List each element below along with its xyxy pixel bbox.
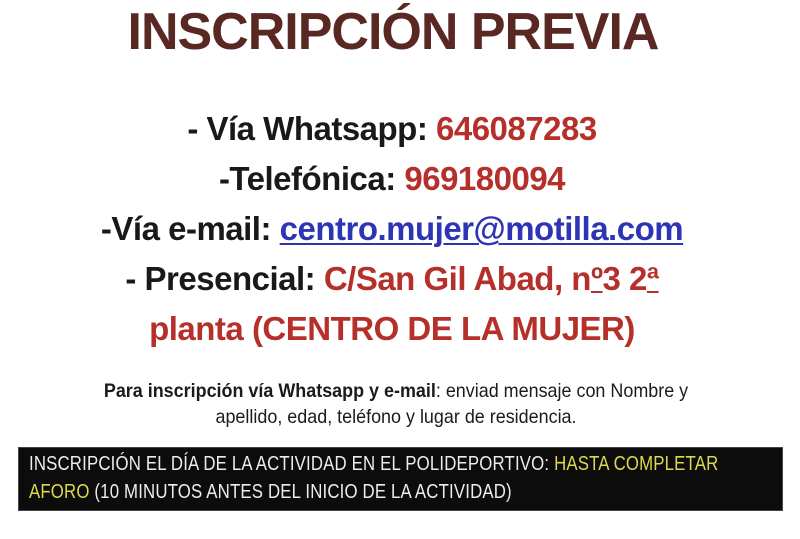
footer-line2-highlight: AFORO: [29, 481, 95, 503]
ordinal-a: ª: [646, 260, 659, 297]
footer-line1-highlight: HASTA COMPLETAR: [554, 453, 719, 475]
contact-line-presencial-1: [0, 254, 784, 304]
note-line-2: [32, 404, 761, 430]
phone-label: -Telefónica:: [218, 160, 405, 197]
contact-line-whatsapp: [0, 104, 784, 154]
presencial-street: C/San Gil Abad, n: [323, 260, 591, 297]
note-line2-text: apellido, edad, teléfono y lugar de residencia.: [215, 406, 577, 428]
note-line1-rest: : enviad mensaje con Nombre y: [435, 380, 689, 402]
footer-line1-white: INSCRIPCIÓN EL DÍA DE LA ACTIVIDAD EN EL POLIDEPORTIVO:: [29, 453, 555, 475]
presencial-line2: planta (CENTRO DE LA MUJER): [149, 310, 635, 347]
email-label: -Vía e-mail:: [100, 210, 280, 247]
page-title: INSCRIPCIÓN PREVIA: [127, 3, 659, 61]
footer-line2-white: (10 MINUTOS ANTES DEL INICIO DE LA ACTIVIDAD): [94, 481, 512, 503]
whatsapp-number: 646087283: [436, 110, 597, 147]
contact-line-phone: [0, 154, 784, 204]
ordinal-o: º: [590, 260, 603, 297]
instructions-note: [0, 378, 800, 430]
presencial-label: - Presencial:: [125, 260, 324, 297]
phone-number: 969180094: [404, 160, 566, 197]
email-link[interactable]: centro.mujer@motilla.com: [279, 210, 684, 247]
whatsapp-label: - Vía Whatsapp:: [187, 110, 436, 147]
presencial-number: 3 2: [602, 260, 647, 297]
contact-line-presencial-2: [0, 304, 784, 354]
footer-notice-bar: [18, 447, 783, 511]
footer-line-2: [29, 478, 662, 506]
note-line-1: [32, 378, 761, 404]
note-bold-lead: Para inscripción vía Whatsapp y e-mail: [103, 380, 436, 402]
contact-methods-list: [0, 104, 800, 354]
contact-line-email: [0, 204, 784, 254]
footer-line-1: [29, 450, 719, 478]
